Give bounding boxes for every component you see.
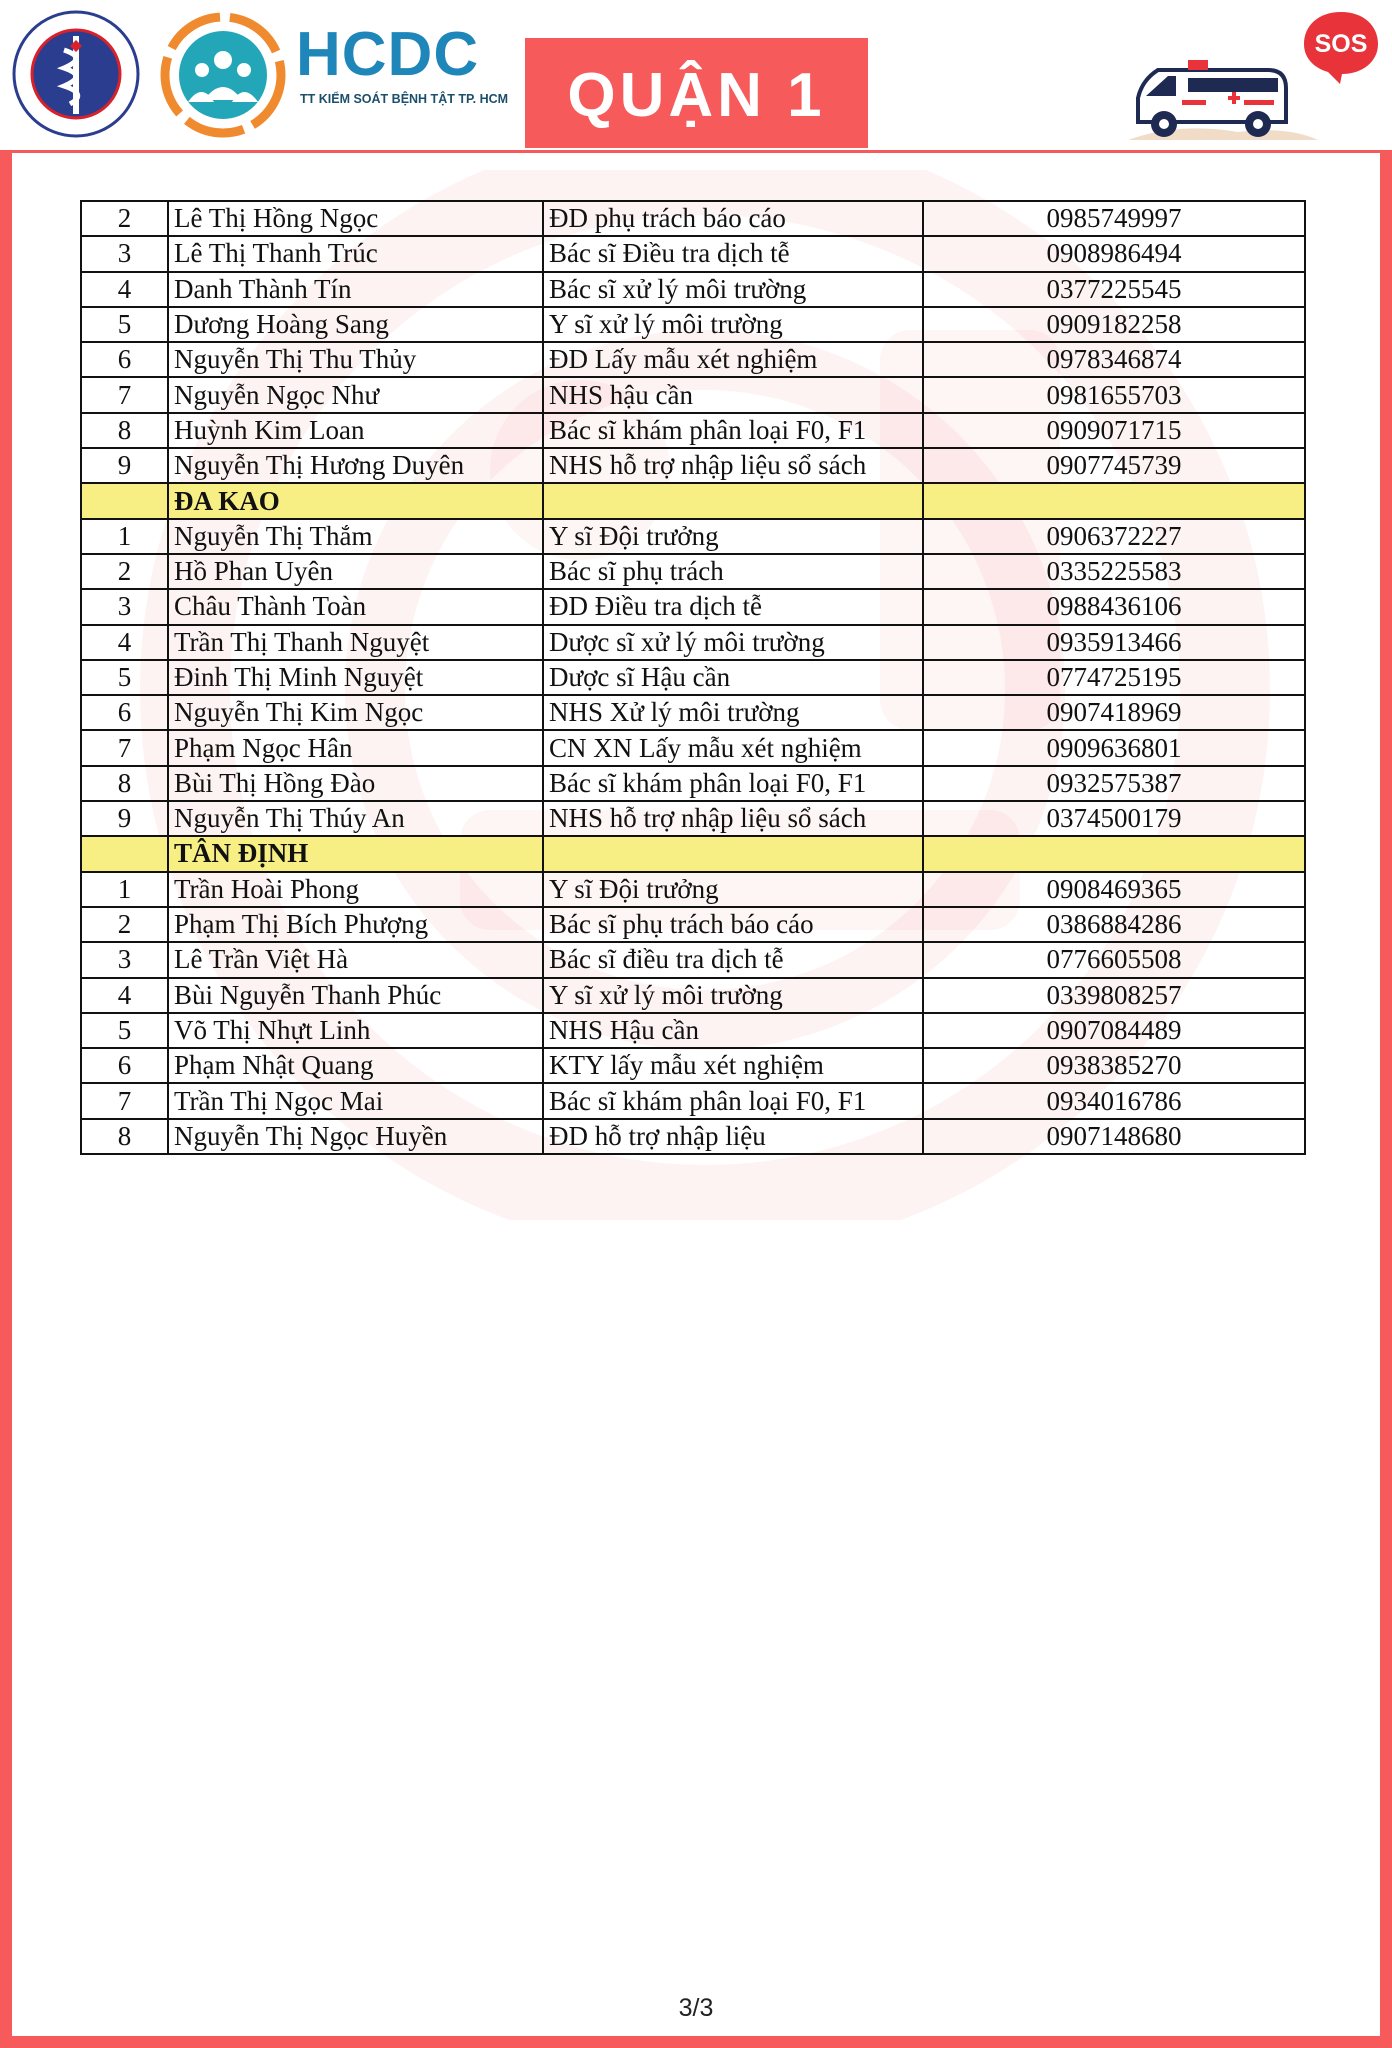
table-row [81, 1083, 1305, 1118]
staff-name: Hồ Phan Uyên [168, 554, 543, 589]
district-title: QUẬN 1 [525, 38, 868, 148]
row-number: 1 [81, 872, 168, 907]
table-row [81, 872, 1305, 907]
staff-phone: 0909071715 [923, 413, 1305, 448]
staff-name: Nguyễn Thị Hương Duyên [168, 448, 543, 483]
staff-name: Bùi Nguyễn Thanh Phúc [168, 978, 543, 1013]
table-row [81, 660, 1305, 695]
ambulance-icon [1118, 40, 1323, 145]
row-number: 8 [81, 413, 168, 448]
staff-role: Dược sĩ xử lý môi trường [543, 625, 923, 660]
staff-phone: 0907084489 [923, 1013, 1305, 1048]
speech-bubble-icon [1300, 8, 1382, 86]
row-number: 6 [81, 695, 168, 730]
table-row [81, 942, 1305, 977]
table-row [81, 801, 1305, 836]
row-number: 5 [81, 307, 168, 342]
staff-name: Dương Hoàng Sang [168, 307, 543, 342]
staff-phone: 0906372227 [923, 519, 1305, 554]
section-empty-cell [923, 836, 1305, 871]
section-title: ĐA KAO [168, 483, 543, 518]
section-header-row [81, 483, 1305, 518]
section-index-cell [81, 836, 168, 871]
staff-name: Trần Thị Thanh Nguyệt [168, 625, 543, 660]
staff-name: Đinh Thị Minh Nguyệt [168, 660, 543, 695]
row-number: 1 [81, 519, 168, 554]
staff-phone: 0377225545 [923, 272, 1305, 307]
hcdc-subtitle: TT KIỂM SOÁT BỆNH TẬT TP. HCM [300, 92, 509, 106]
staff-role: Bác sĩ khám phân loại F0, F1 [543, 766, 923, 801]
table-row [81, 413, 1305, 448]
staff-role: Bác sĩ khám phân loại F0, F1 [543, 413, 923, 448]
row-number: 7 [81, 377, 168, 412]
staff-phone: 0339808257 [923, 978, 1305, 1013]
table-row [81, 730, 1305, 765]
staff-role: Bác sĩ khám phân loại F0, F1 [543, 1083, 923, 1118]
row-number: 3 [81, 589, 168, 624]
hcdc-title: HCDC [296, 20, 480, 89]
staff-role: ĐD Điều tra dịch tễ [543, 589, 923, 624]
staff-phone: 0932575387 [923, 766, 1305, 801]
staff-name: Lê Thị Thanh Trúc [168, 236, 543, 271]
table-row [81, 907, 1305, 942]
staff-phone: 0386884286 [923, 907, 1305, 942]
staff-role: Bác sĩ điều tra dịch tễ [543, 942, 923, 977]
row-number: 9 [81, 448, 168, 483]
table-row [81, 377, 1305, 412]
staff-name: Huỳnh Kim Loan [168, 413, 543, 448]
section-index-cell [81, 483, 168, 518]
staff-role: NHS hỗ trợ nhập liệu sổ sách [543, 801, 923, 836]
row-number: 5 [81, 1013, 168, 1048]
staff-role: Y sĩ xử lý môi trường [543, 307, 923, 342]
table-row [81, 589, 1305, 624]
staff-name: Nguyễn Thị Thu Thủy [168, 342, 543, 377]
staff-name: Phạm Thị Bích Phượng [168, 907, 543, 942]
staff-name: Phạm Nhật Quang [168, 1048, 543, 1083]
row-number: 7 [81, 730, 168, 765]
staff-phone: 0935913466 [923, 625, 1305, 660]
health-department-logo [12, 10, 140, 138]
row-number: 2 [81, 554, 168, 589]
staff-phone: 0908986494 [923, 236, 1305, 271]
section-header-row [81, 836, 1305, 871]
staff-phone: 0938385270 [923, 1048, 1305, 1083]
staff-role: ĐD hỗ trợ nhập liệu [543, 1119, 923, 1154]
staff-phone: 0978346874 [923, 342, 1305, 377]
staff-role: CN XN Lấy mẫu xét nghiệm [543, 730, 923, 765]
staff-role: Bác sĩ xử lý môi trường [543, 272, 923, 307]
table-row [81, 307, 1305, 342]
section-empty-cell [923, 483, 1305, 518]
staff-name: Nguyễn Thị Thắm [168, 519, 543, 554]
staff-role: Bác sĩ Điều tra dịch tễ [543, 236, 923, 271]
staff-name: Nguyễn Thị Ngọc Huyền [168, 1119, 543, 1154]
staff-name: Trần Thị Ngọc Mai [168, 1083, 543, 1118]
section-empty-cell [543, 836, 923, 871]
staff-name: Nguyễn Thị Thúy An [168, 801, 543, 836]
staff-phone: 0907745739 [923, 448, 1305, 483]
staff-phone: 0907418969 [923, 695, 1305, 730]
row-number: 4 [81, 272, 168, 307]
staff-phone: 0909636801 [923, 730, 1305, 765]
staff-name: Bùi Thị Hồng Đào [168, 766, 543, 801]
staff-phone: 0909182258 [923, 307, 1305, 342]
table-row [81, 342, 1305, 377]
staff-table [80, 200, 1306, 1155]
staff-name: Phạm Ngọc Hân [168, 730, 543, 765]
row-number: 2 [81, 907, 168, 942]
page-header [0, 0, 1392, 150]
table-row [81, 1119, 1305, 1154]
staff-role: KTY lấy mẫu xét nghiệm [543, 1048, 923, 1083]
row-number: 3 [81, 942, 168, 977]
staff-name: Lê Trần Việt Hà [168, 942, 543, 977]
staff-phone: 0335225583 [923, 554, 1305, 589]
table-row [81, 766, 1305, 801]
row-number: 8 [81, 766, 168, 801]
staff-role: Y sĩ Đội trưởng [543, 872, 923, 907]
table-row [81, 1048, 1305, 1083]
staff-phone: 0774725195 [923, 660, 1305, 695]
staff-phone: 0934016786 [923, 1083, 1305, 1118]
page-number: 3/3 [678, 1994, 714, 2022]
staff-name: Nguyễn Thị Kim Ngọc [168, 695, 543, 730]
row-number: 2 [81, 201, 168, 236]
staff-name: Trần Hoài Phong [168, 872, 543, 907]
staff-name: Danh Thành Tín [168, 272, 543, 307]
row-number: 9 [81, 801, 168, 836]
staff-role: NHS Xử lý môi trường [543, 695, 923, 730]
section-empty-cell [543, 483, 923, 518]
staff-role: Bác sĩ phụ trách [543, 554, 923, 589]
staff-role: Y sĩ xử lý môi trường [543, 978, 923, 1013]
staff-name: Lê Thị Hồng Ngọc [168, 201, 543, 236]
staff-name: Nguyễn Ngọc Như [168, 377, 543, 412]
staff-phone: 0776605508 [923, 942, 1305, 977]
section-title: TÂN ĐỊNH [168, 836, 543, 871]
staff-phone: 0988436106 [923, 589, 1305, 624]
table-row [81, 695, 1305, 730]
staff-role: NHS Hậu cần [543, 1013, 923, 1048]
table-row [81, 1013, 1305, 1048]
table-row [81, 201, 1305, 236]
row-number: 8 [81, 1119, 168, 1154]
row-number: 4 [81, 625, 168, 660]
staff-role: Bác sĩ phụ trách báo cáo [543, 907, 923, 942]
table-row [81, 448, 1305, 483]
table-row [81, 554, 1305, 589]
row-number: 6 [81, 342, 168, 377]
staff-phone: 0981655703 [923, 377, 1305, 412]
sos-badge [1300, 8, 1382, 86]
staff-role: NHS hỗ trợ nhập liệu sổ sách [543, 448, 923, 483]
row-number: 5 [81, 660, 168, 695]
staff-name: Võ Thị Nhựt Linh [168, 1013, 543, 1048]
row-number: 3 [81, 236, 168, 271]
staff-role: NHS hậu cần [543, 377, 923, 412]
staff-role: Dược sĩ Hậu cần [543, 660, 923, 695]
staff-role: Y sĩ Đội trưởng [543, 519, 923, 554]
staff-phone: 0985749997 [923, 201, 1305, 236]
table-row [81, 272, 1305, 307]
row-number: 6 [81, 1048, 168, 1083]
table-row [81, 236, 1305, 271]
table-row [81, 519, 1305, 554]
staff-phone: 0374500179 [923, 801, 1305, 836]
staff-phone: 0908469365 [923, 872, 1305, 907]
hcdc-logo [160, 12, 286, 138]
staff-role: ĐD phụ trách báo cáo [543, 201, 923, 236]
staff-table-body [81, 201, 1305, 1154]
staff-name: Châu Thành Toàn [168, 589, 543, 624]
staff-phone: 0907148680 [923, 1119, 1305, 1154]
table-row [81, 625, 1305, 660]
staff-role: ĐD Lấy mẫu xét nghiệm [543, 342, 923, 377]
table-row [81, 978, 1305, 1013]
row-number: 7 [81, 1083, 168, 1118]
sos-text: SOS [1314, 30, 1368, 58]
row-number: 4 [81, 978, 168, 1013]
